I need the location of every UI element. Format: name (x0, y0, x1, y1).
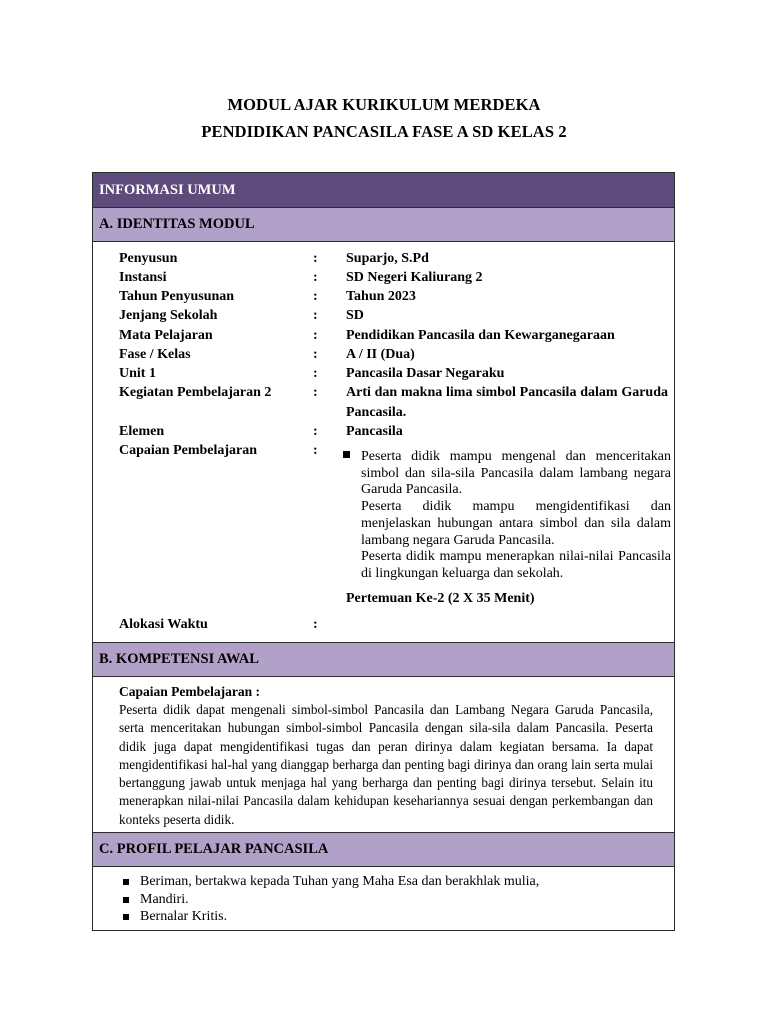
field-value: Tahun 2023 (346, 289, 416, 304)
capaian-text (361, 449, 671, 583)
section-c-header: C. PROFIL PELAJAR PANCASILA (93, 832, 674, 867)
capaian-list (343, 449, 671, 583)
field-label: Elemen (119, 424, 165, 439)
field-value: SD Negeri Kaliurang 2 (346, 270, 483, 285)
field-colon: : (313, 308, 318, 323)
kompetensi-awal-text: Peserta didik dapat mengenali simbol-simbol Pancasila dan Lambang Negara Garuda Pancasila, serta menceritakan hubungan simbol-simbol Pancasila dengan sila-sila dalam Pancasila. Peserta didik juga dapat mengidentifikasi tugas dan peran dirinya dalam kegiatan bersama. Ia dapat mengidentifikasi hal-hal yang dianggap berharga dan penting bagi dirinya dan orang lain serta mulai bertanggung jawab untuk menjaga hal yang berharga dan penting bagi dirinya tersebut. Selain itu menerapkan nilai-nilai Pancasila dalam kehidupan kesehariannya sesuai dengan perkembangan dan konteks peserta didik. (119, 702, 653, 827)
profil-item-text: Beriman, bertakwa kepada Tuhan yang Maha Esa dan berakhlak mulia, (140, 874, 540, 889)
list-item (119, 891, 659, 909)
field-colon: : (313, 385, 318, 400)
capaian-item: Peserta didik mampu menerapkan nilai-nilai Pancasila di lingkungan keluarga dan sekolah. (361, 549, 671, 581)
bullet-square-icon (123, 914, 129, 920)
capaian-item: Peserta didik mampu mengenal dan menceritakan simbol dan sila-sila Pancasila dalam lambang negara Garuda Pancasila. (361, 449, 671, 498)
field-colon: : (313, 328, 318, 343)
field-label: Fase / Kelas (119, 347, 191, 362)
capaian-item: Peserta didik mampu mengidentifikasi dan menjelaskan hubungan antara simbol dan sila dalam lambang negara Garuda Pancasila. (361, 499, 671, 548)
field-label: Kegiatan Pembelajaran 2 (119, 385, 272, 400)
field-colon: : (313, 270, 318, 285)
profil-item-text: Bernalar Kritis. (140, 909, 228, 924)
field-value: A / II (Dua) (346, 347, 415, 362)
field-value: Suparjo, S.Pd (346, 251, 429, 266)
field-label: Instansi (119, 270, 167, 285)
profil-pelajar-list (119, 873, 659, 926)
field-value: Arti dan makna lima simbol Pancasila dalam Garuda Pancasila. (346, 385, 668, 420)
bullet-square-icon (123, 897, 129, 903)
field-value: Pancasila Dasar Negaraku (346, 366, 505, 381)
field-colon: : (313, 289, 318, 304)
bullet-square-icon (123, 879, 129, 885)
field-colon: : (313, 424, 318, 439)
field-value: Pancasila (346, 424, 403, 439)
field-label: Jenjang Sekolah (119, 308, 218, 323)
field-value: Pendidikan Pancasila dan Kewarganegaraan (346, 328, 615, 343)
field-label: Alokasi Waktu (119, 617, 208, 632)
field-colon: : (313, 617, 318, 632)
field-label: Capaian Pembelajaran (119, 443, 258, 458)
kompetensi-capaian-label: Capaian Pembelajaran : (119, 684, 260, 699)
profil-item-text: Mandiri. (140, 891, 189, 907)
document-title-line-2: PENDIDIKAN PANCASILA FASE A SD KELAS 2 (201, 122, 567, 141)
list-item (119, 873, 659, 891)
field-colon: : (313, 366, 318, 381)
list-item (119, 908, 659, 926)
document-title-line-1: MODUL AJAR KURIKULUM MERDEKA (227, 95, 541, 114)
informasi-umum-header: INFORMASI UMUM (93, 173, 674, 208)
section-a-header: A. IDENTITAS MODUL (93, 207, 674, 242)
field-label: Tahun Penyusunan (119, 289, 235, 304)
field-label: Penyusun (119, 251, 178, 266)
field-colon: : (313, 347, 318, 362)
field-colon: : (313, 443, 318, 458)
section-b-header: B. KOMPETENSI AWAL (93, 642, 674, 677)
module-info-table (92, 172, 675, 931)
field-label: Unit 1 (119, 366, 156, 381)
bullet-square-icon (343, 451, 350, 458)
field-colon: : (313, 251, 318, 266)
field-value: SD (346, 308, 364, 323)
pertemuan-label: Pertemuan Ke-2 (2 X 35 Menit) (346, 591, 535, 606)
field-label: Mata Pelajaran (119, 328, 213, 343)
